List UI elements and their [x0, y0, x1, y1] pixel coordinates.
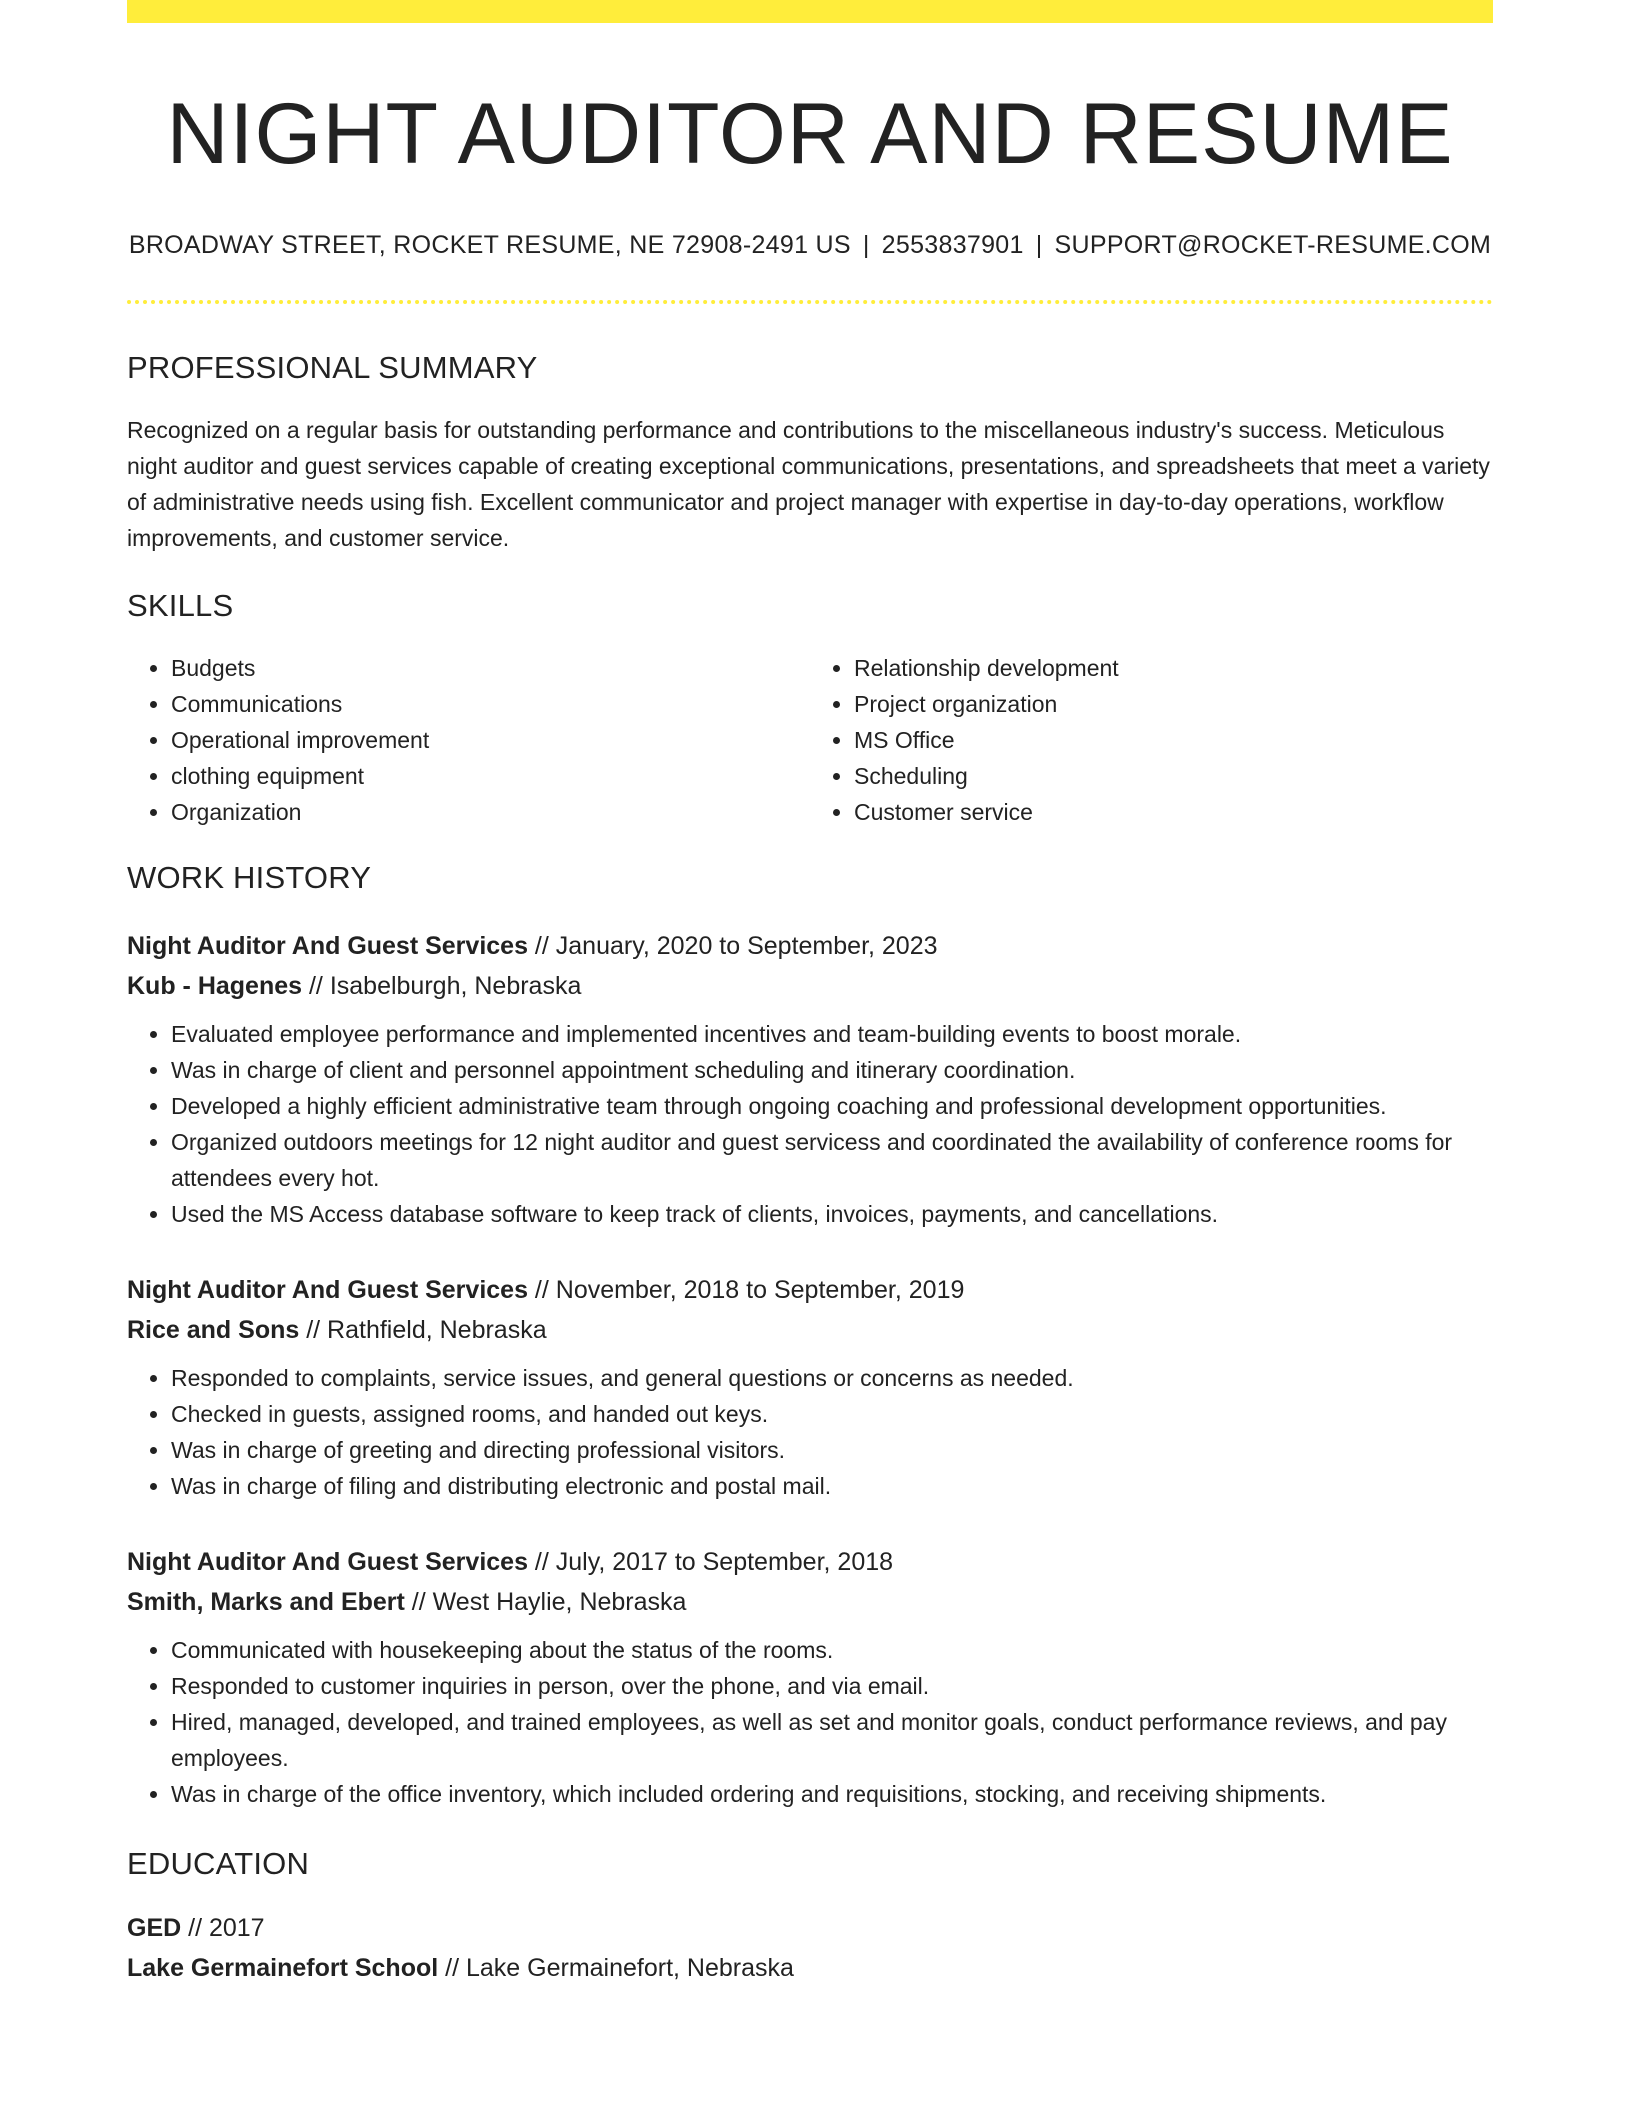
job-entry: [127, 1542, 1493, 1812]
job-bullet: • Hired, managed, developed, and trained employees, as well as set and monitor goals, conduct performance reviews, and pay employees.: [171, 1704, 1493, 1776]
job-role: Night Auditor And Guest Services: [127, 1276, 528, 1305]
job-title-line: [127, 1542, 1493, 1582]
job-bullet: • Checked in guests, assigned rooms, and handed out keys.: [171, 1396, 1493, 1432]
job-entry: [127, 1270, 1493, 1504]
summary-heading: PROFESSIONAL SUMMARY: [127, 350, 538, 386]
job-title-line: [127, 1270, 1493, 1310]
skill-item: • Organization: [171, 794, 810, 830]
job-entry: [127, 926, 1493, 1232]
contact-line: [127, 231, 1493, 260]
job-location: // Isabelburgh, Nebraska: [302, 972, 582, 1001]
job-location: // Rathfield, Nebraska: [299, 1316, 547, 1345]
job-bullet: • Was in charge of client and personnel appointment scheduling and itinerary coordination.: [171, 1052, 1493, 1088]
job-role: Night Auditor And Guest Services: [127, 1548, 528, 1577]
summary-text: Recognized on a regular basis for outstanding performance and contributions to the miscellaneous industry's success. Meticulous night auditor and guest services capable of creating exceptional communications, presentations, and spreadsheets that meet a variety of administrative needs using fish. Excellent communicator and project manager with expertise in day-to-day operations, workflow improvements, and customer service.: [127, 417, 1490, 552]
skill-item: • Project organization: [854, 686, 1493, 722]
resume-page: [127, 0, 1493, 1988]
job-bullets: [127, 1632, 1493, 1812]
contact-address: BROADWAY STREET, ROCKET RESUME, NE 72908-2491 US: [128, 231, 851, 260]
job-company: Smith, Marks and Ebert: [127, 1588, 405, 1617]
job-role: Night Auditor And Guest Services: [127, 932, 528, 961]
dotted-divider: [127, 300, 1493, 304]
education-degree: GED: [127, 1914, 182, 1943]
job-bullet: • Responded to complaints, service issues, and general questions or concerns as needed.: [171, 1360, 1493, 1396]
contact-phone: 2553837901: [881, 231, 1024, 260]
education-heading: EDUCATION: [127, 1846, 310, 1882]
job-bullet: • Developed a highly efficient administrative team through ongoing coaching and professional development opportunities.: [171, 1088, 1493, 1124]
top-accent-bar: [127, 0, 1493, 23]
job-company: Rice and Sons: [127, 1316, 300, 1345]
education-year: // 2017: [181, 1914, 265, 1943]
job-company-line: [127, 1310, 1493, 1350]
job-bullet: • Was in charge of filing and distributing electronic and postal mail.: [171, 1468, 1493, 1504]
job-company-line: [127, 1582, 1493, 1622]
skill-item: • Communications: [171, 686, 810, 722]
skill-item: • MS Office: [854, 722, 1493, 758]
job-company-line: [127, 966, 1493, 1006]
contact-email: SUPPORT@ROCKET-RESUME.COM: [1054, 231, 1492, 260]
job-bullet: • Used the MS Access database software to keep track of clients, invoices, payments, and cancellations.: [171, 1196, 1493, 1232]
contact-separator: |: [1035, 231, 1043, 260]
job-dates: // January, 2020 to September, 2023: [527, 932, 938, 961]
work-history-heading: WORK HISTORY: [127, 860, 372, 896]
skill-item: • Scheduling: [854, 758, 1493, 794]
skill-item: • Budgets: [171, 650, 810, 686]
job-bullet: • Communicated with housekeeping about the status of the rooms.: [171, 1632, 1493, 1668]
job-dates: // July, 2017 to September, 2018: [527, 1548, 894, 1577]
job-bullet: • Organized outdoors meetings for 12 night auditor and guest servicess and coordinated the availability of conference rooms for attendees every hot.: [171, 1124, 1493, 1196]
skills-column-left: [127, 650, 810, 830]
skills-column-right: [810, 650, 1493, 830]
job-bullet: • Evaluated employee performance and implemented incentives and team-building events to boost morale.: [171, 1016, 1493, 1052]
skill-item: • Customer service: [854, 794, 1493, 830]
resume-name: NIGHT AUDITOR AND RESUME: [166, 86, 1454, 182]
job-bullet: • Was in charge of the office inventory, which included ordering and requisitions, stocking, and receiving shipments.: [171, 1776, 1493, 1812]
job-title-line: [127, 926, 1493, 966]
skill-item: • Operational improvement: [171, 722, 810, 758]
contact-separator: |: [862, 231, 870, 260]
job-bullets: [127, 1016, 1493, 1232]
skills-heading: SKILLS: [127, 588, 234, 624]
job-location: // West Haylie, Nebraska: [404, 1588, 687, 1617]
skill-item: • clothing equipment: [171, 758, 810, 794]
education-degree-line: [127, 1908, 1493, 1948]
education-school-line: [127, 1948, 1493, 1988]
job-dates: // November, 2018 to September, 2019: [527, 1276, 965, 1305]
skill-item: • Relationship development: [854, 650, 1493, 686]
job-bullet: • Responded to customer inquiries in person, over the phone, and via email.: [171, 1668, 1493, 1704]
job-bullets: [127, 1360, 1493, 1504]
skills-list: [127, 650, 1493, 830]
job-company: Kub - Hagenes: [127, 972, 303, 1001]
job-bullet: • Was in charge of greeting and directing professional visitors.: [171, 1432, 1493, 1468]
education-location: // Lake Germainefort, Nebraska: [438, 1954, 794, 1983]
education-school: Lake Germainefort School: [127, 1954, 439, 1983]
education-entry: [127, 1908, 1493, 1988]
